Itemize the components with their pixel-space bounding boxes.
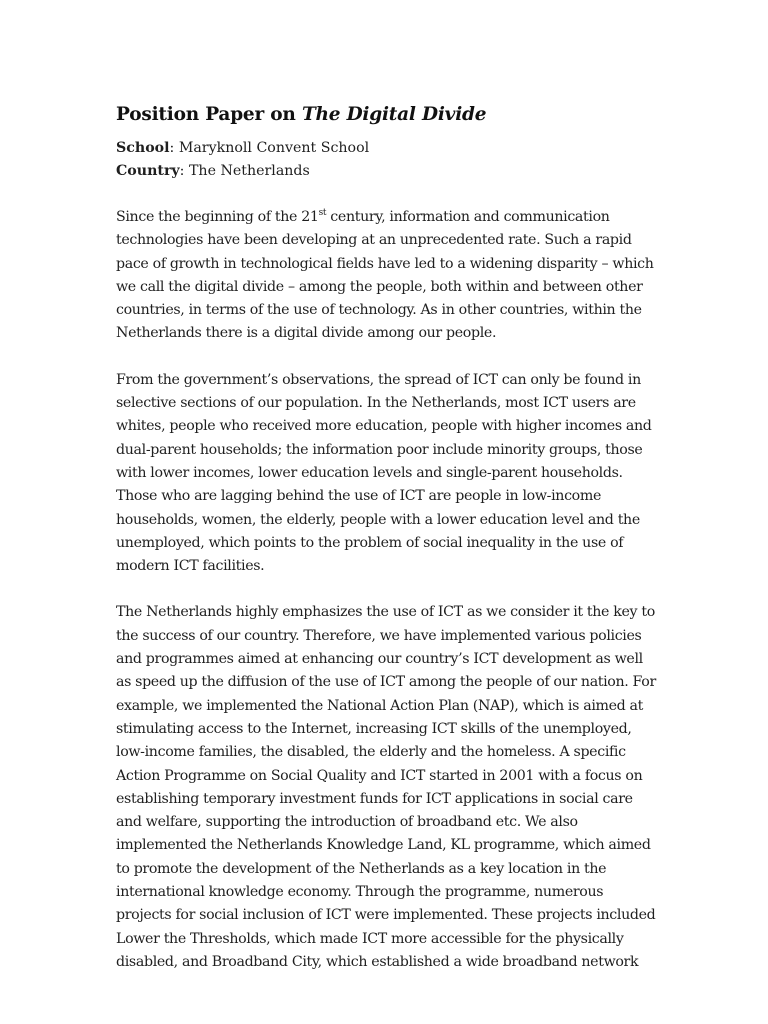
paragraph-line <box>116 206 656 229</box>
paragraph-2 <box>116 369 656 579</box>
paragraph-line: selective sections of our population. In the Netherlands, most ICT users are <box>116 395 636 412</box>
paragraph-line: low-income families, the disabled, the elderly and the homeless. A specific <box>116 744 626 761</box>
paragraph-line: international knowledge economy. Through the programme, numerous <box>116 884 604 901</box>
document-title <box>116 101 656 129</box>
school-sep: : <box>169 140 179 156</box>
paragraph-line: implemented the Netherlands Knowledge Land, KL programme, which aimed <box>116 837 651 854</box>
title-italic: The Digital Divide <box>301 104 487 125</box>
paragraph-line: From the government’s observations, the spread of ICT can only be found in <box>116 371 641 388</box>
superscript: st <box>318 208 327 218</box>
document-page <box>116 101 656 974</box>
paragraph-line: Lower the Thresholds, which made ICT more accessible for the physically <box>116 930 624 947</box>
title-prefix: Position Paper on <box>116 104 302 125</box>
country-line <box>116 160 656 183</box>
school-value: Maryknoll Convent School <box>178 140 370 156</box>
paragraph-line: countries, in terms of the use of technology. As in other countries, within the <box>116 302 642 319</box>
paragraph-line: and programmes aimed at enhancing our country’s ICT development as well <box>116 651 643 668</box>
paragraph-line: stimulating access to the Internet, increasing ICT skills of the unemployed, <box>116 720 632 737</box>
paragraph-line: whites, people who received more education, people with higher incomes and <box>116 418 652 435</box>
country-sep: : <box>179 163 189 179</box>
country-label: Country <box>116 163 180 179</box>
paragraph-line: establishing temporary investment funds for ICT applications in social care <box>116 790 633 807</box>
school-line <box>116 137 656 160</box>
paragraph-line: the success of our country. Therefore, we have implemented various policies <box>116 627 642 644</box>
text-run: Since the beginning of the 21 <box>116 209 319 225</box>
paragraph-line: pace of growth in technological fields have led to a widening disparity – which <box>116 255 654 272</box>
paragraph-line: we call the digital divide – among the people, both within and between other <box>116 278 643 295</box>
paragraph-line: modern ICT facilities. <box>116 558 265 575</box>
paragraph-3 <box>116 601 656 974</box>
school-label: School <box>116 140 170 156</box>
paragraph-line: The Netherlands highly emphasizes the use of ICT as we consider it the key to <box>116 604 655 621</box>
paragraph-line: example, we implemented the National Action Plan (NAP), which is aimed at <box>116 697 644 714</box>
paragraph-line: projects for social inclusion of ICT were implemented. These projects included <box>116 907 656 924</box>
paragraph-line: Action Programme on Social Quality and ICT started in 2001 with a focus on <box>116 767 643 784</box>
paragraph-line: Netherlands there is a digital divide among our people. <box>116 325 497 342</box>
paragraph-line: households, women, the elderly, people with a lower education level and the <box>116 511 640 528</box>
paragraph-line: and welfare, supporting the introduction of broadband etc. We also <box>116 814 578 831</box>
paragraph-line: dual-parent households; the information poor include minority groups, those <box>116 441 643 458</box>
paragraph-line: disabled, and Broadband City, which established a wide broadband network <box>116 953 639 970</box>
paragraph-1 <box>116 206 656 346</box>
paragraph-line: to promote the development of the Netherlands as a key location in the <box>116 860 607 877</box>
paragraph-line: technologies have been developing at an unprecedented rate. Such a rapid <box>116 232 632 249</box>
paragraph-line: unemployed, which points to the problem of social inequality in the use of <box>116 534 624 551</box>
paragraph-line: Those who are lagging behind the use of ICT are people in low-income <box>116 488 602 505</box>
country-value: The Netherlands <box>188 163 310 179</box>
paragraph-line: as speed up the diffusion of the use of ICT among the people of our nation. For <box>116 674 656 691</box>
paragraph-line: with lower incomes, lower education levels and single-parent households. <box>116 464 623 481</box>
text-run: century, information and communication <box>326 209 610 225</box>
